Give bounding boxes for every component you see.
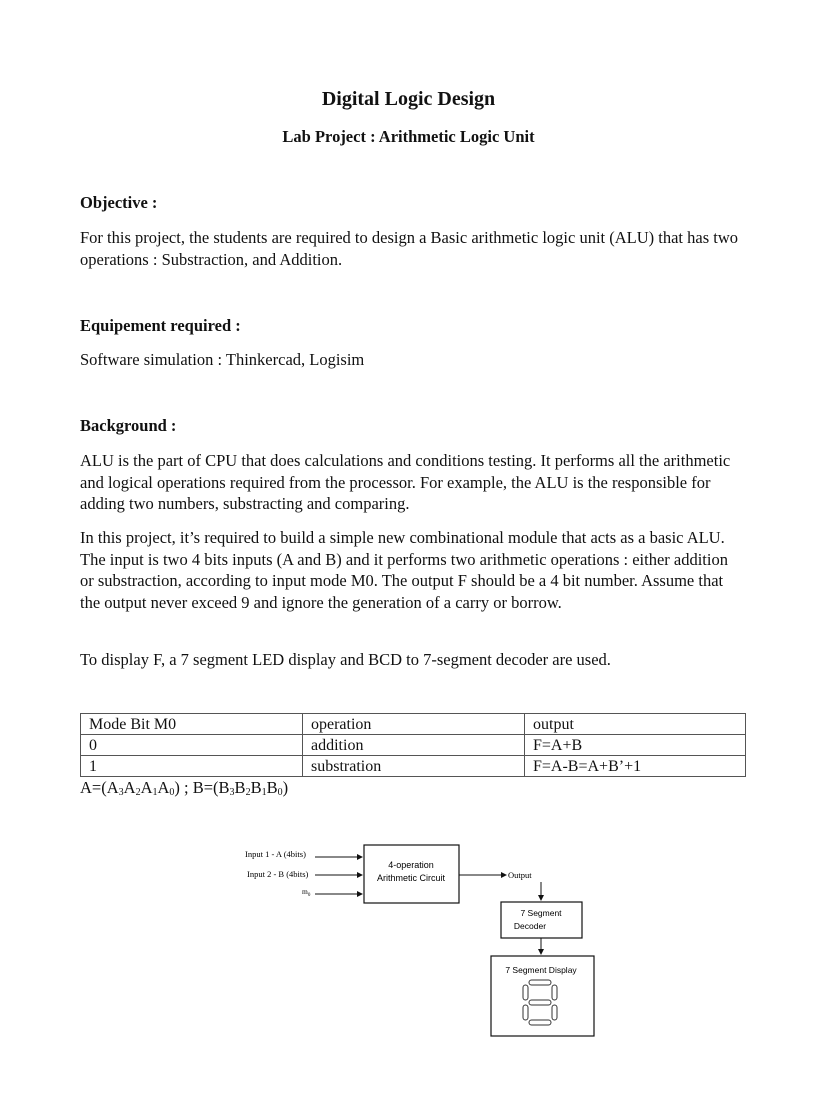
table-cell: addition: [303, 735, 525, 756]
input-b-label: Input 2 - B (4bits): [247, 869, 309, 879]
display-label: 7 Segment Display: [505, 965, 577, 975]
page-subtitle: Lab Project : Arithmetic Logic Unit: [282, 127, 535, 146]
circuit-label-line1: 4-operation: [388, 860, 434, 870]
table-row: [81, 735, 746, 756]
circuit-label-line2: Arithmetic Circuit: [376, 873, 446, 883]
mode-input-label: $m_0$: [302, 887, 311, 898]
table-cell: 0: [81, 735, 303, 756]
decoder-label-line2: Decoder: [513, 921, 547, 931]
table-cell: substration: [303, 756, 525, 777]
background-heading: Background :: [80, 416, 177, 435]
background-paragraph-1: ALU is the part of CPU that does calculations and conditions testing. It performs all the arithmetic and logical operations required from the processor. For example, the ALU is the responsible for adding two numbers, substracting and comparing.: [80, 451, 731, 513]
equipment-heading: Equipement required :: [80, 316, 241, 335]
table-header-cell: Mode Bit M0: [81, 714, 303, 735]
table-cell: F=A-B=A+B’+1: [525, 756, 746, 777]
alu-block-diagram: [0, 830, 817, 1050]
table-header-cell: operation: [303, 714, 525, 735]
operand-definition: $A=(A_3A_2A_1A_0)$ ; $B=(B_3B_2B_1B_0)$: [80, 778, 289, 798]
table-header-cell: output: [525, 714, 746, 735]
table-cell: 1: [81, 756, 303, 777]
table-header-row: [81, 714, 746, 735]
background-paragraph-3: To display F, a 7 segment LED display and BCD to 7-segment decoder are used.: [80, 650, 611, 669]
objective-text: For this project, the students are required to design a Basic arithmetic logic unit (ALU) that has two operations : Substraction, and Addition.: [80, 228, 739, 269]
decoder-label-line1: 7 Segment: [520, 908, 562, 918]
mode-table: [80, 713, 746, 777]
input-a-label: Input 1 - A (4bits): [245, 849, 306, 859]
table-row: [81, 756, 746, 777]
equipment-text: Software simulation : Thinkercad, Logisim: [80, 350, 365, 369]
output-label: Output: [508, 870, 532, 880]
background-paragraph-2: In this project, it’s required to build a simple new combinational module that acts as a basic ALU. The input is two 4 bits inputs (A and B) and it performs two arithmetic operations : either addition or substraction, according to input mode M0. The output F should be a 4 bit number. Assume that the output never exceed 9 and ignore the generation of a carry or borrow.: [80, 528, 728, 612]
page-title: Digital Logic Design: [321, 88, 496, 110]
table-cell: F=A+B: [525, 735, 746, 756]
objective-heading: Objective :: [80, 193, 158, 212]
